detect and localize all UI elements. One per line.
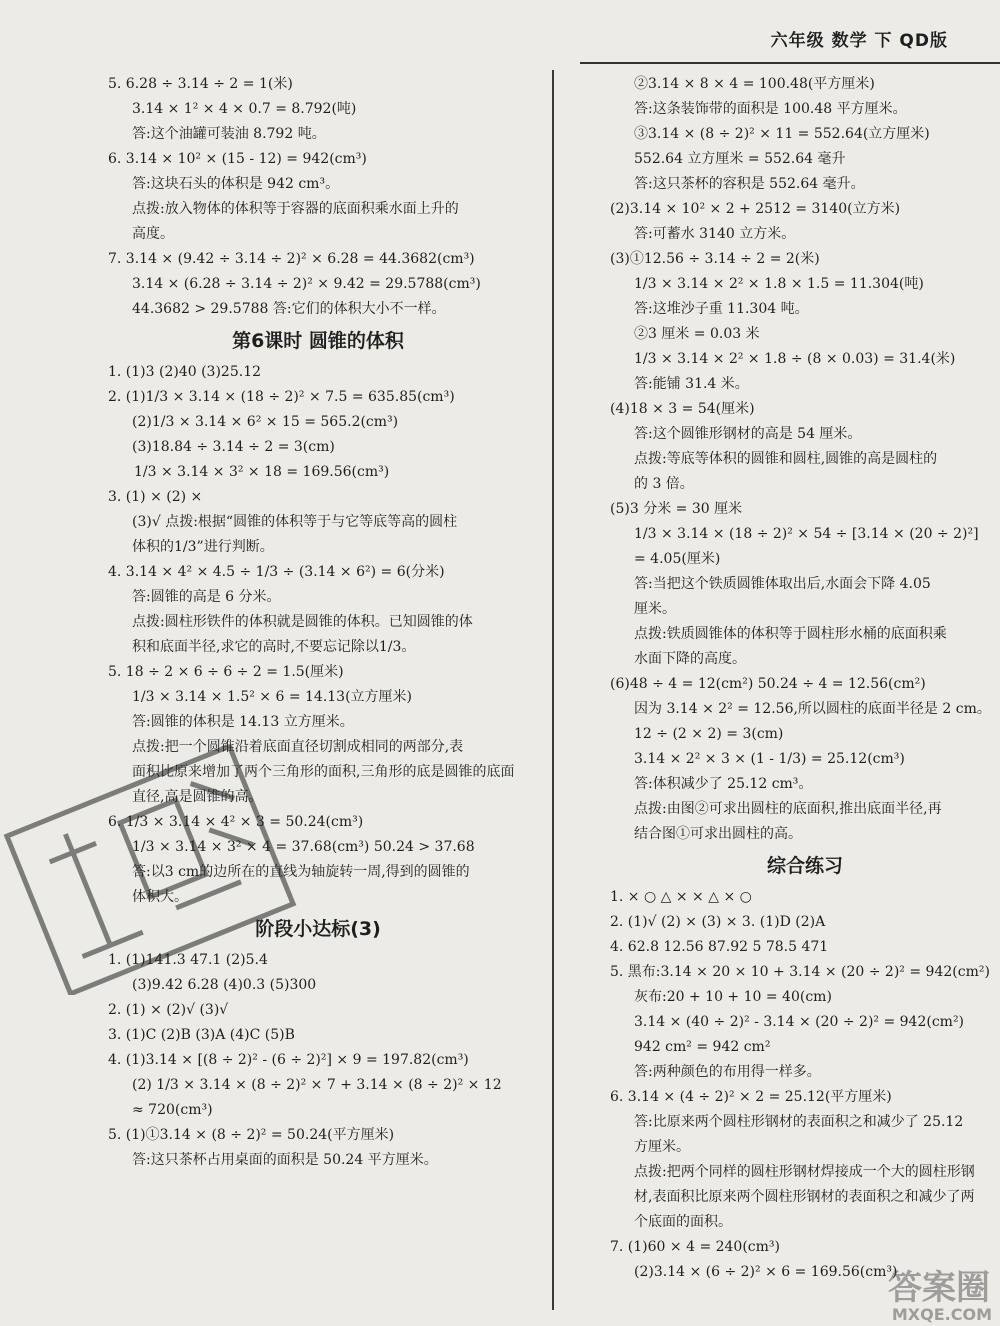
answer-line: 个底面的面积。: [634, 1214, 732, 1230]
answer-line: 5. 黑布:3.14 × 20 × 10 + 3.14 × (20 ÷ 2)² = 942(cm²): [610, 964, 990, 980]
answer-line: 答:比原来两个圆柱形钢材的表面积之和减少了 25.12: [634, 1114, 964, 1130]
section-heading: 第6课时 圆锥的体积: [232, 330, 404, 352]
answer-line: 5. 6.28 ÷ 3.14 ÷ 2 = 1(米): [108, 76, 293, 92]
answer-line: ③3.14 × (8 ÷ 2)² × 11 = 552.64(立方厘米): [634, 126, 930, 142]
answer-line: 结合图①可求出圆柱的高。: [634, 826, 802, 842]
answer-line: 方厘米。: [634, 1139, 690, 1155]
answer-line: 直径,高是圆锥的高。: [132, 789, 263, 805]
answer-line: 3.14 × (40 ÷ 2)² - 3.14 × (20 ÷ 2)² = 942(cm²): [634, 1014, 965, 1030]
answer-line: = 4.05(厘米): [634, 551, 721, 567]
answer-line: 7. (1)60 × 4 = 240(cm³): [610, 1239, 780, 1255]
answer-line: 942 cm² = 942 cm²: [634, 1039, 771, 1055]
answer-line: 552.64 立方厘米 = 552.64 毫升: [634, 151, 846, 167]
answer-line: 答:这条装饰带的面积是 100.48 平方厘米。: [634, 101, 907, 117]
answer-line: ②3 厘米 = 0.03 米: [634, 326, 760, 342]
answer-line: 答:可蓄水 3140 立方米。: [634, 226, 796, 242]
answer-line: 答:这个圆锥形钢材的高是 54 厘米。: [634, 426, 862, 442]
answer-line: 5. (1)①3.14 × (8 ÷ 2)² = 50.24(平方厘米): [108, 1127, 395, 1143]
answer-line: 答:两种颜色的布用得一样多。: [634, 1064, 821, 1080]
answer-line: (3)9.42 6.28 (4)0.3 (5)300: [132, 977, 317, 993]
right-column: [610, 72, 1000, 1285]
answer-line: 答:圆锥的体积是 14.13 立方厘米。: [132, 714, 354, 730]
answer-line: (2) 1/3 × 3.14 × (8 ÷ 2)² × 7 + 3.14 × (8 ÷ 2)² × 12: [132, 1077, 502, 1093]
answer-line: 材,表面积比原来两个圆柱形钢材的表面积之和减少了两: [634, 1189, 975, 1205]
answer-line: 1. (1)141.3 47.1 (2)5.4: [108, 952, 268, 968]
answer-line: (4)18 × 3 = 54(厘米): [610, 401, 755, 417]
answer-line: 6. 3.14 × 10² × (15 - 12) = 942(cm³): [108, 151, 367, 167]
answer-line: 的 3 倍。: [634, 476, 694, 492]
answer-line: 1/3 × 3.14 × 3² × 4 = 37.68(cm³) 50.24 > 37.68: [132, 839, 475, 855]
answer-line: 灰布:20 + 10 + 10 = 40(cm): [634, 989, 832, 1005]
answer-line: 答:这堆沙子重 11.304 吨。: [634, 301, 809, 317]
answer-line: (3)①12.56 ÷ 3.14 ÷ 2 = 2(米): [610, 251, 820, 267]
answer-line: 答:这只茶杯的容积是 552.64 毫升。: [634, 176, 865, 192]
site-watermark: [800, 1270, 1000, 1326]
answer-line: 1/3 × 3.14 × 3² × 18 = 169.56(cm³): [134, 464, 390, 480]
watermark-url: MXQE.COM: [891, 1305, 992, 1324]
answer-line: 1. × ○ △ × × △ × ○: [610, 889, 752, 905]
answer-line: 点拨:铁质圆锥体的体积等于圆柱形水桶的底面积乘: [634, 626, 947, 642]
answer-line: 1/3 × 3.14 × 1.5² × 6 = 14.13(立方厘米): [132, 689, 413, 705]
answer-line: 积和底面半径,求它的高时,不要忘记除以1/3。: [132, 639, 416, 655]
answer-line: 4. 3.14 × 4² × 4.5 ÷ 1/3 ÷ (3.14 × 6²) = 6(分米): [108, 564, 445, 580]
answer-line: 2. (1)√ (2) × (3) × 3. (1)D (2)A: [610, 914, 826, 930]
answer-line: 答:当把这个铁质圆锥体取出后,水面会下降 4.05: [634, 576, 931, 592]
answer-line: 答:这块石头的体积是 942 cm³。: [132, 176, 340, 192]
answer-line: ②3.14 × 8 × 4 = 100.48(平方厘米): [634, 76, 875, 92]
page-header: [580, 18, 1000, 64]
answer-line: 44.3682 > 29.5788 答:它们的体积大小不一样。: [132, 301, 446, 317]
answer-line: 1/3 × 3.14 × 2² × 1.8 × 1.5 = 11.304(吨): [634, 276, 924, 292]
book-title: 六年级 数学 下 QD版: [770, 31, 948, 51]
answer-line: 1/3 × 3.14 × (18 ÷ 2)² × 54 ÷ [3.14 × (20 ÷ 2)²]: [634, 526, 979, 542]
watermark-logo: 答案圈: [888, 1268, 990, 1308]
answer-line: 高度。: [132, 226, 174, 242]
answer-line: 体积的1/3”进行判断。: [132, 539, 274, 555]
answer-line: 点拨:由图②可求出圆柱的底面积,推出底面半径,再: [634, 801, 942, 817]
answer-line: 12 ÷ (2 × 2) = 3(cm): [634, 726, 784, 742]
answer-line: 7. 3.14 × (9.42 ÷ 3.14 ÷ 2)² × 6.28 = 44.3682(cm³): [108, 251, 475, 267]
left-column: [108, 72, 528, 1173]
answer-line: 3.14 × (6.28 ÷ 3.14 ÷ 2)² × 9.42 = 29.5788(cm³): [132, 276, 481, 292]
answer-line: 3. (1)C (2)B (3)A (4)C (5)B: [108, 1027, 295, 1043]
answer-line: 水面下降的高度。: [634, 651, 746, 667]
answer-line: 4. 62.8 12.56 87.92 5 78.5 471: [610, 939, 829, 955]
answer-line: 2. (1)1/3 × 3.14 × (18 ÷ 2)² × 7.5 = 635.85(cm³): [108, 389, 455, 405]
section-heading: 综合练习: [766, 855, 843, 877]
answer-line: 6. 1/3 × 3.14 × 4² × 3 = 50.24(cm³): [108, 814, 364, 830]
answer-line: 答:能铺 31.4 米。: [634, 376, 749, 392]
answer-line: (6)48 ÷ 4 = 12(cm²) 50.24 ÷ 4 = 12.56(cm²): [610, 676, 926, 692]
answer-line: (5)3 分米 = 30 厘米: [610, 501, 743, 517]
answer-line: 体积大。: [132, 889, 188, 905]
answer-line: 点拨:把两个同样的圆柱形钢材焊接成一个大的圆柱形钢: [634, 1164, 975, 1180]
answer-line: 点拨:圆柱形铁件的体积就是圆锥的体积。已知圆锥的体: [132, 614, 473, 630]
answer-line: (2)3.14 × (6 ÷ 2)² × 6 = 169.56(cm³): [634, 1264, 898, 1280]
answer-line: 1. (1)3 (2)40 (3)25.12: [108, 364, 262, 380]
answer-line: (2)3.14 × 10² × 2 + 2512 = 3140(立方米): [610, 201, 901, 217]
answer-line: ≈ 720(cm³): [132, 1102, 213, 1118]
answer-line: 厘米。: [634, 601, 676, 617]
answer-line: 点拨:等底等体积的圆锥和圆柱,圆锥的高是圆柱的: [634, 451, 938, 467]
answer-line: 3.14 × 1² × 4 × 0.7 = 8.792(吨): [132, 101, 357, 117]
answer-line: 答:这个油罐可装油 8.792 吨。: [132, 126, 326, 142]
answer-line: (3)18.84 ÷ 3.14 ÷ 2 = 3(cm): [132, 439, 335, 455]
answer-line: 面积比原来增加了两个三角形的面积,三角形的底是圆锥的底面: [132, 764, 515, 780]
answer-line: 点拨:把一个圆锥沿着底面直径切割成相同的两部分,表: [132, 739, 464, 755]
answer-line: 1/3 × 3.14 × 2² × 1.8 ÷ (8 × 0.03) = 31.4(米): [634, 351, 956, 367]
column-divider: [552, 70, 554, 1310]
answer-line: 因为 3.14 × 2² = 12.56,所以圆柱的底面半径是 2 cm。: [634, 701, 991, 717]
answer-line: 2. (1) × (2)√ (3)√: [108, 1002, 229, 1018]
answer-line: 答:以3 cm的边所在的直线为轴旋转一周,得到的圆锥的: [132, 864, 470, 880]
section-heading: 阶段小达标(3): [255, 918, 381, 940]
answer-line: 答:这只茶杯占用桌面的面积是 50.24 平方厘米。: [132, 1152, 438, 1168]
answer-line: 3. (1) × (2) ×: [108, 489, 203, 505]
answer-line: (2)1/3 × 3.14 × 6² × 15 = 565.2(cm³): [132, 414, 399, 430]
answer-line: 4. (1)3.14 × [(8 ÷ 2)² - (6 ÷ 2)²] × 9 = 197.82(cm³): [108, 1052, 469, 1068]
answer-line: 点拨:放入物体的体积等于容器的底面积乘水面上升的: [132, 201, 459, 217]
answer-line: 6. 3.14 × (4 ÷ 2)² × 2 = 25.12(平方厘米): [610, 1089, 892, 1105]
answer-line: 5. 18 ÷ 2 × 6 ÷ 6 ÷ 2 = 1.5(厘米): [108, 664, 344, 680]
answer-line: 3.14 × 2² × 3 × (1 - 1/3) = 25.12(cm³): [634, 751, 905, 767]
answer-line: 答:体积减少了 25.12 cm³。: [634, 776, 813, 792]
answer-line: 答:圆锥的高是 6 分米。: [132, 589, 281, 605]
answer-line: (3)√ 点拨:根据“圆锥的体积等于与它等底等高的圆柱: [132, 514, 458, 530]
